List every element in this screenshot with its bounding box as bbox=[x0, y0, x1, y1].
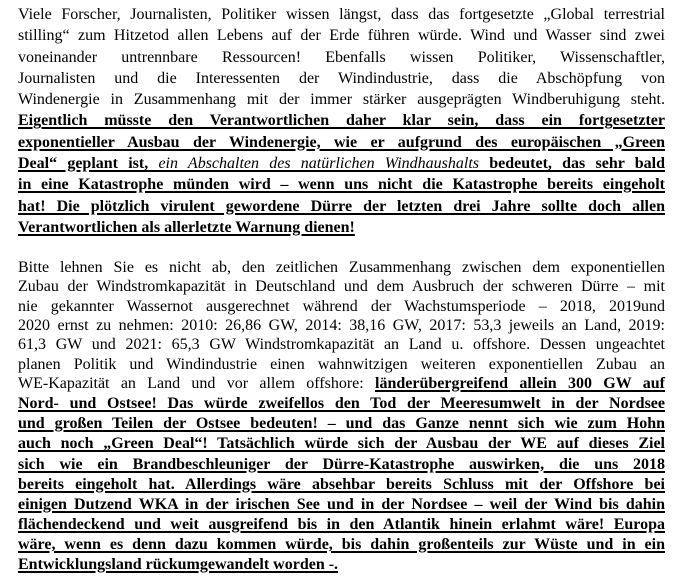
text-line bbox=[18, 455, 665, 475]
highlighted-text: Eigentlich müsste den Verantwortlichen daher klar sein, dass ein fortgesetzter bbox=[18, 112, 665, 130]
text-line bbox=[18, 394, 665, 414]
text-line-content bbox=[18, 475, 665, 495]
text-line bbox=[18, 153, 665, 174]
text-line-content bbox=[18, 153, 665, 174]
paragraph-1 bbox=[18, 4, 665, 238]
text-line bbox=[18, 277, 665, 296]
body-text: Journalisten und die Interessenten der Windindustrie, dass die Abschöpfung von bbox=[18, 69, 665, 87]
text-line-content bbox=[18, 535, 665, 555]
text-line-content bbox=[18, 47, 665, 68]
text-line-content bbox=[18, 217, 355, 238]
body-text: 61,3 GW und 2021: 65,3 GW Windstromkapazität an Land u. offshore. Dessen ungeachtet bbox=[18, 336, 665, 354]
text-line-content bbox=[18, 495, 665, 515]
text-line-content bbox=[18, 374, 665, 394]
text-line bbox=[18, 434, 665, 454]
highlighted-text: in eine Katastrophe münden wird – wenn uns nicht die Katastrophe bereits eingeholt bbox=[18, 176, 665, 194]
text-line bbox=[18, 25, 665, 46]
text-line-content bbox=[18, 316, 665, 335]
highlighted-text: und großen Teilen der Ostsee bedeuten! – und das Ganze nennt sich wie zum Hohn bbox=[18, 415, 665, 433]
text-line bbox=[18, 495, 665, 515]
body-text: Viele Forscher, Journalisten, Politiker wissen längst, dass das fortgesetzte „Global terrestrial bbox=[18, 6, 665, 23]
document-body bbox=[18, 4, 665, 575]
text-line bbox=[18, 414, 665, 434]
text-line bbox=[18, 110, 665, 131]
text-line bbox=[18, 47, 665, 68]
text-line-content bbox=[18, 335, 665, 354]
text-line bbox=[18, 335, 665, 354]
text-line-content bbox=[18, 4, 665, 25]
text-line bbox=[18, 89, 665, 110]
highlighted-text: wäre, wenn es denn dazu kommen würde, bis dahin großenteils zur Wüste und in ein bbox=[18, 535, 665, 553]
emphasized-text: ein Abschalten des natürlichen Windhaushalts bbox=[158, 155, 480, 173]
body-text: nie gekannter Wassernot ausgerechnet während der Wachstumsperiode – 2018, 2019und bbox=[18, 297, 665, 315]
text-line-content bbox=[18, 132, 665, 153]
highlighted-text: auch noch „Green Deal“! Tatsächlich würde sich der Ausbau der WE auf dieses Ziel bbox=[18, 435, 665, 453]
highlighted-text: sich wie ein Brandbeschleuniger der Dürre-Katastrophe auswirken, die uns 2018 bbox=[18, 455, 665, 473]
text-line-content bbox=[18, 297, 665, 316]
text-line-content bbox=[18, 68, 665, 89]
text-line bbox=[18, 4, 665, 25]
text-line-content bbox=[18, 196, 665, 217]
highlighted-text: hat! Die plötzlich virulent gewordene Dürre der letzten drei Jahre sollte doch allen bbox=[18, 197, 665, 215]
text-line bbox=[18, 174, 665, 195]
text-line bbox=[18, 297, 665, 316]
text-line-content bbox=[18, 355, 665, 374]
body-text: 2020 ernst zu nehmen: 2010: 26,86 GW, 2014: 38,16 GW, 2017: 53,3 jeweils an Land, 2019: bbox=[18, 317, 665, 335]
text-line-content bbox=[18, 555, 338, 575]
text-line bbox=[18, 355, 665, 374]
text-line-content bbox=[18, 455, 665, 475]
body-text: stilling“ zum Hitzetod allen Lebens auf der Erde führen würde. Wind und Wasser sind zwei bbox=[18, 27, 665, 45]
text-line bbox=[18, 217, 665, 238]
text-line-content bbox=[18, 258, 665, 277]
text-line-content bbox=[18, 414, 665, 434]
text-line-content bbox=[18, 110, 665, 131]
body-text: voneinander untrennbare Ressourcen! Ebenfalls wissen Politiker, Wissenschaftler, bbox=[18, 48, 665, 66]
text-line bbox=[18, 258, 665, 277]
highlighted-text: Nord- und Ostsee! Das würde zweifellos den Tod der Meeresumwelt in der Nordsee bbox=[18, 395, 665, 413]
highlighted-text: länderübergreifend allein 300 GW auf bbox=[375, 375, 665, 393]
highlighted-text: flächendeckend und weit ausgreifend bis in den Atlantik hinein erlahmt wäre! Europa bbox=[18, 515, 665, 533]
text-line-content bbox=[18, 25, 665, 46]
body-text: WE-Kapazität an Land und vor allem offshore: bbox=[18, 375, 375, 393]
text-line bbox=[18, 475, 665, 495]
text-line bbox=[18, 196, 665, 217]
highlighted-text: Verantwortlichen als allerletzte Warnung dienen! bbox=[18, 218, 355, 236]
text-line bbox=[18, 555, 665, 575]
text-line-content bbox=[18, 89, 665, 110]
highlighted-text: Entwicklungsland rückumgewandelt worden -. bbox=[18, 556, 339, 574]
highlighted-text: bereits eingeholt hat. Allerdings wäre absehbar bereits Schluss mit der Offshore bei bbox=[18, 475, 665, 493]
text-line bbox=[18, 535, 665, 555]
text-line-content bbox=[18, 434, 665, 454]
body-text: Bitte lehnen Sie es nicht ab, den zeitlichen Zusammenhang zwischen dem exponentiellen bbox=[18, 258, 665, 276]
body-text: Windenergie in Zusammenhang mit der immer stärker ausgeprägten Windberuhigung steht. bbox=[18, 91, 665, 109]
text-line-content bbox=[18, 174, 665, 195]
text-line bbox=[18, 68, 665, 89]
text-line bbox=[18, 374, 665, 394]
paragraph-2 bbox=[18, 258, 665, 575]
body-text: planen Politik und Windindustrie einen wahnwitzigen weiteren exponentiellen Zubau an bbox=[18, 355, 665, 373]
highlighted-text: einigen Dutzend WKA in der irischen See und in der Nordsee – weil der Wind bis dahin bbox=[18, 495, 665, 513]
text-line bbox=[18, 132, 665, 153]
highlighted-text: exponentieller Ausbau der Windenergie, wie er aufgrund des europäischen „Green bbox=[18, 133, 665, 151]
highlighted-text: bedeutet, das sehr bald bbox=[479, 155, 665, 173]
body-text: Zubau der Windstromkapazität in Deutschland und dem Ausbruch der schweren Dürre – mit bbox=[18, 278, 665, 296]
text-line-content bbox=[18, 277, 665, 296]
text-line bbox=[18, 515, 665, 535]
text-line-content bbox=[18, 394, 665, 414]
highlighted-text: Deal“ geplant ist, bbox=[18, 155, 159, 173]
text-line-content bbox=[18, 515, 665, 535]
text-line bbox=[18, 316, 665, 335]
